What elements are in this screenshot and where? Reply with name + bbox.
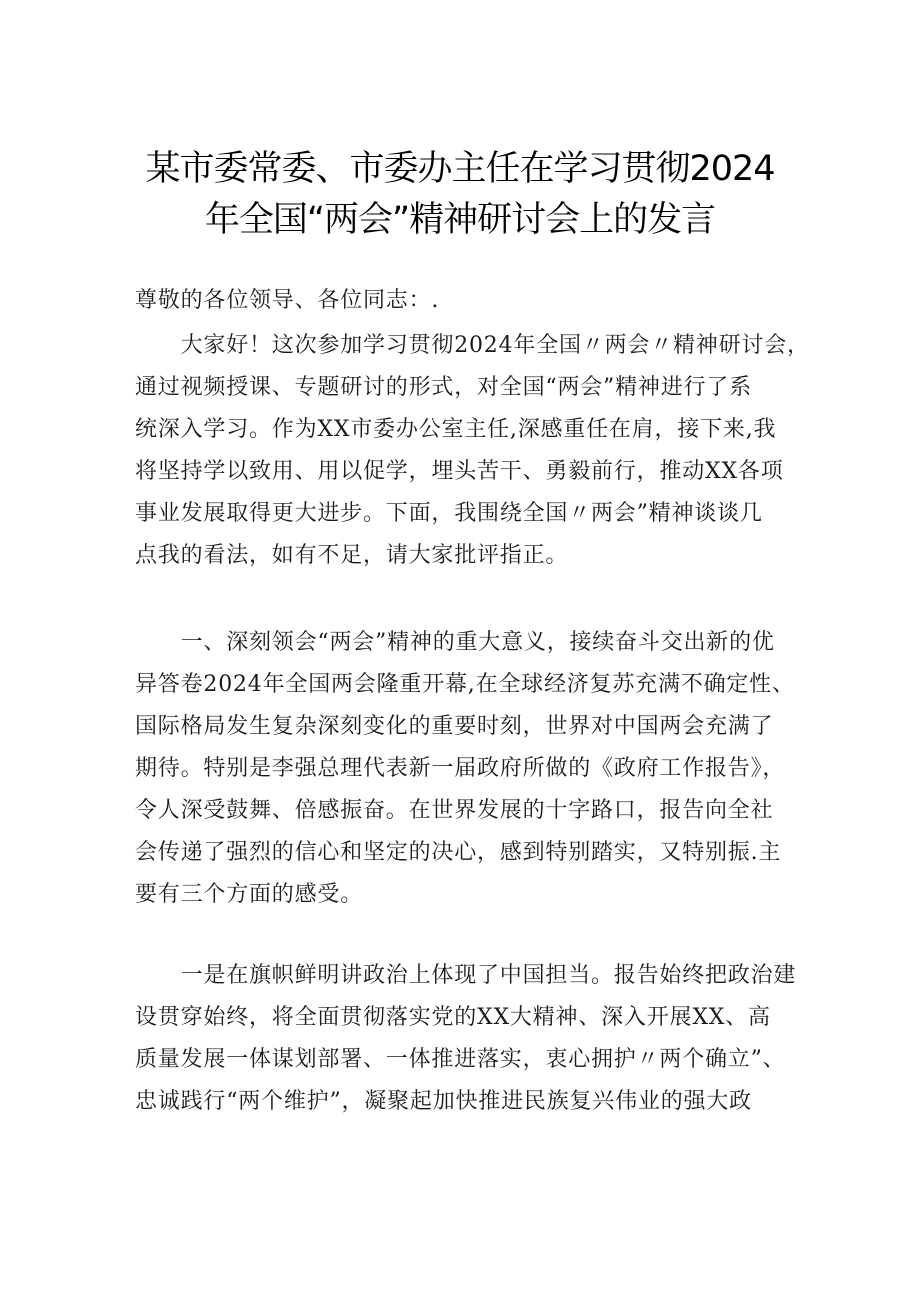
paragraph-line: 会传递了强烈的信心和坚定的决心，感到特别踏实，又特别振.主	[135, 840, 782, 865]
document-title-line-2: 年全国“两会”精神研讨会上的发言	[204, 200, 716, 240]
paragraph-line: 异答卷2024年全国两会隆重开幕,在全球经济复苏充满不确定性、	[135, 672, 795, 697]
paragraph-line: 事业发展取得更大进步。下面，我围绕全国〃两会”精神谈谈几	[135, 501, 763, 526]
paragraph-line: 一是在旗帜鲜明讲政治上体现了中国担当。报告始终把政治建	[135, 963, 797, 988]
paragraph-line: 一、深刻领会“两会”精神的重大意义，接续奋斗交出新的优	[135, 630, 775, 655]
paragraph-line: 设贯穿始终，将全面贯彻落实党的XX大精神、深入开展XX、高	[135, 1005, 771, 1030]
paragraph-line: 点我的看法，如有不足，请大家批评指正。	[135, 543, 569, 568]
paragraph-line: 大家好！这次参加学习贯彻2024年全国〃两会〃精神研讨会，	[135, 333, 810, 358]
paragraph-2	[135, 622, 795, 916]
paragraph-1	[135, 325, 810, 577]
paragraph-line: 质量发展一体谋划部署、一体推进落实，衷心拥护〃两个确立”、	[135, 1047, 786, 1072]
paragraph-line: 通过视频授课、专题研讨的形式，对全国“两会”精神进行了系	[135, 375, 752, 400]
paragraph-line: 将坚持学以致用、用以促学，埋头苦干、勇毅前行，推动XX各项	[135, 459, 784, 484]
document-title-line-1: 某市委常委、市委办主任在学习贯彻2024	[145, 149, 775, 189]
paragraph-line: 令人深受鼓舞、倍感振奋。在世界发展的十字路口，报告向全社	[135, 798, 774, 823]
greeting	[135, 280, 795, 322]
paragraph-line: 国际格局发生复杂深刻变化的重要时刻，世界对中国两会充满了	[135, 714, 774, 739]
paragraph-line: 忠诚践行“两个维护”，凝聚起加快推进民族复兴伟业的强大政	[135, 1089, 752, 1114]
paragraph-line: 要有三个方面的感受。	[135, 882, 364, 907]
greeting-line: 尊敬的各位领导、各位同志：.	[135, 288, 440, 313]
paragraph-3	[135, 955, 795, 1123]
paragraph-line: 统深入学习。作为XX市委办公室主任,深感重任在肩，接下来,我	[135, 417, 777, 442]
paragraph-line: 期待。特别是李强总理代表新一届政府所做的《政府工作报告》，	[135, 756, 786, 781]
